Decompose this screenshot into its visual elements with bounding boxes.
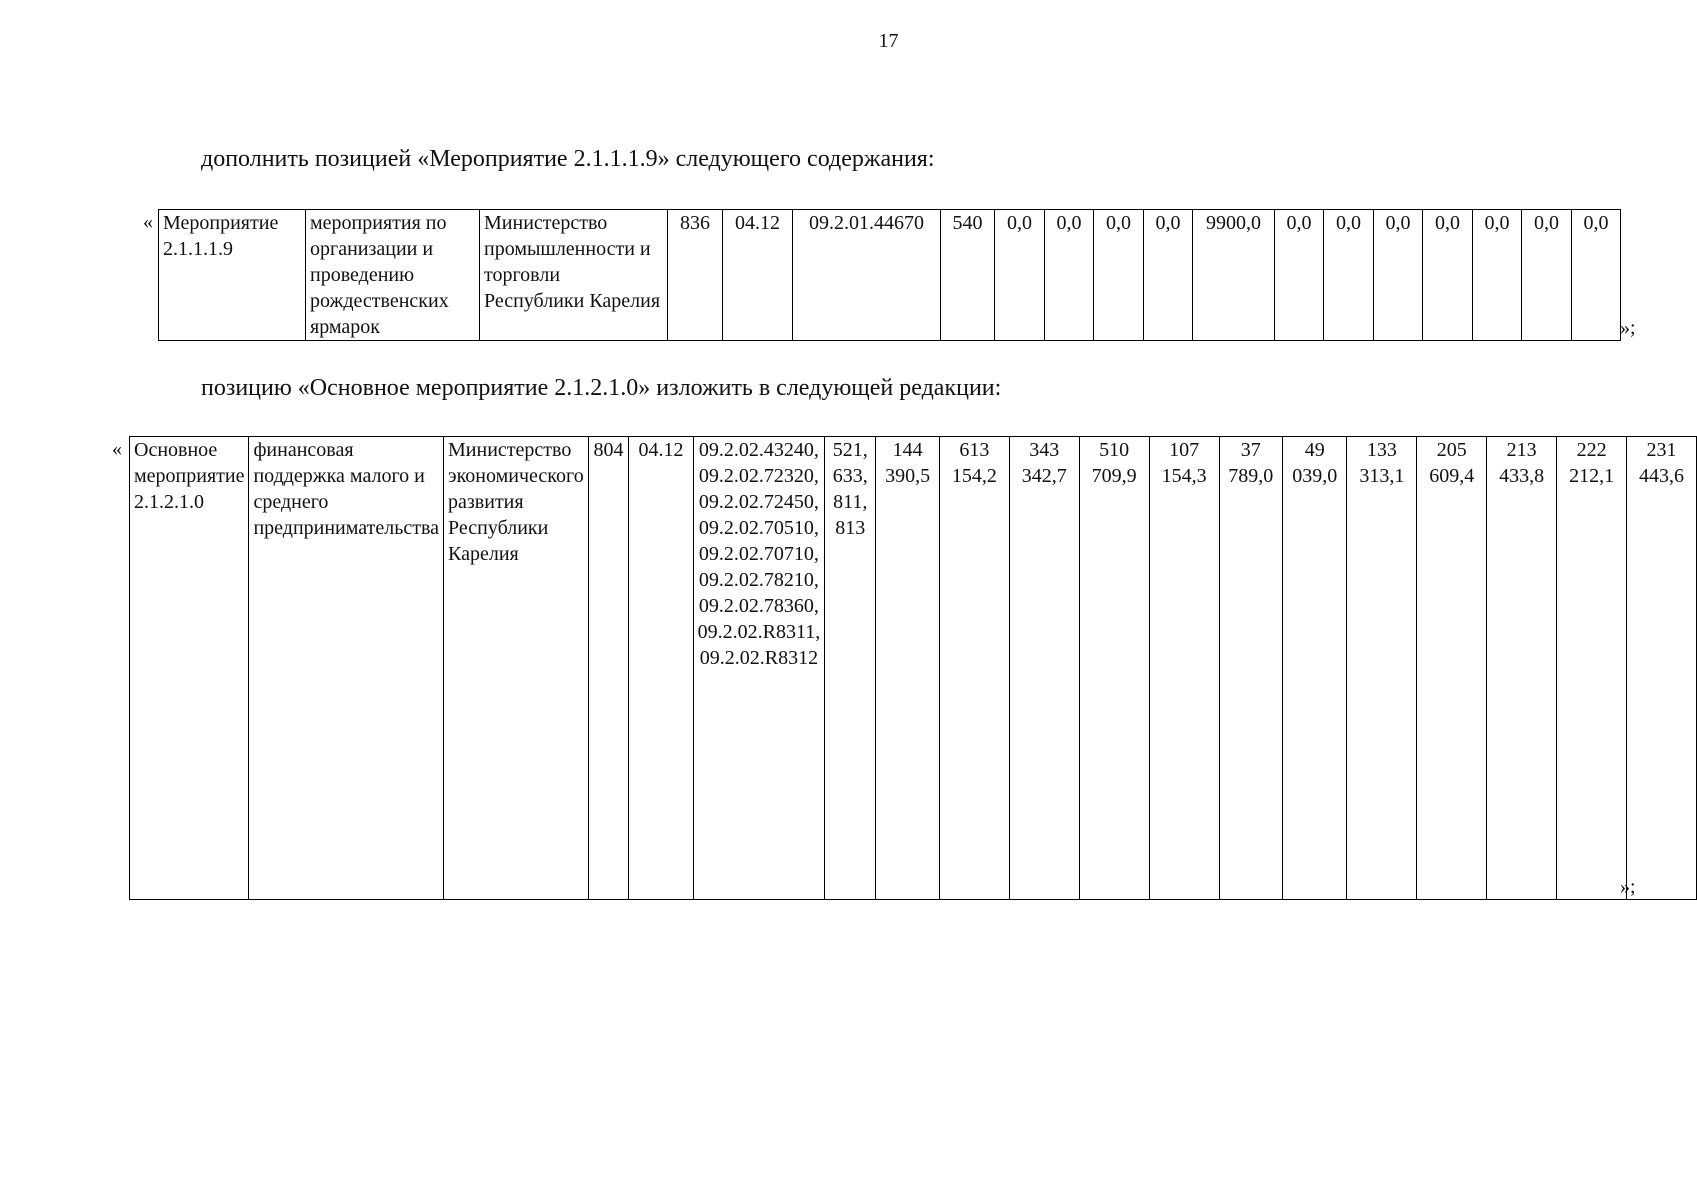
value-cell: 0,0 bbox=[995, 210, 1045, 341]
value-cell: 343 342,7 bbox=[1009, 437, 1079, 900]
vr-cell: 521, 633, 811, 813 bbox=[825, 437, 876, 900]
vr-cell: 540 bbox=[941, 210, 995, 341]
value-cell: 0,0 bbox=[1572, 210, 1621, 341]
value-cell: 205 609,4 bbox=[1417, 437, 1487, 900]
value-cell: 0,0 bbox=[1374, 210, 1423, 341]
value-cell: 0,0 bbox=[1423, 210, 1473, 341]
activity-description-cell: финансовая поддержка малого и среднего предпринимательства bbox=[249, 437, 444, 900]
section2-quote-close: »; bbox=[1620, 876, 1636, 898]
value-cell: 222 212,1 bbox=[1557, 437, 1627, 900]
executor-cell: Министерство экономического развития Республики Карелия bbox=[444, 437, 589, 900]
value-cell: 9900,0 bbox=[1193, 210, 1275, 341]
value-cell: 0,0 bbox=[1324, 210, 1374, 341]
value-cell: 144 390,5 bbox=[876, 437, 940, 900]
activity-name-cell: Мероприятие 2.1.1.1.9 bbox=[159, 210, 306, 341]
activity-name-cell: Основное мероприятие 2.1.2.1.0 bbox=[130, 437, 249, 900]
value-cell: 213 433,8 bbox=[1487, 437, 1557, 900]
executor-cell: Министерство промышленности и торговли Республики Карелия bbox=[480, 210, 668, 341]
page-number: 17 bbox=[878, 30, 899, 52]
csr-cell: 09.2.01.44670 bbox=[793, 210, 941, 341]
value-cell: 0,0 bbox=[1473, 210, 1522, 341]
value-cell: 37 789,0 bbox=[1219, 437, 1283, 900]
section2-heading: позицию «Основное мероприятие 2.1.2.1.0» изложить в следующей редакции: bbox=[201, 375, 1002, 401]
table-row bbox=[159, 210, 1621, 341]
rzpr-cell: 04.12 bbox=[723, 210, 793, 341]
value-cell: 0,0 bbox=[1144, 210, 1193, 341]
value-cell: 0,0 bbox=[1045, 210, 1094, 341]
section1-quote-close: »; bbox=[1620, 317, 1636, 339]
value-cell: 107 154,3 bbox=[1149, 437, 1219, 900]
grbs-cell: 836 bbox=[668, 210, 723, 341]
value-cell: 133 313,1 bbox=[1347, 437, 1417, 900]
value-cell: 510 709,9 bbox=[1079, 437, 1149, 900]
value-cell: 0,0 bbox=[1275, 210, 1324, 341]
value-cell: 231 443,6 bbox=[1627, 437, 1697, 900]
activity-description-cell: мероприятия по организации и проведению рождественских ярмарок bbox=[306, 210, 480, 341]
value-cell: 0,0 bbox=[1094, 210, 1144, 341]
section2-table bbox=[129, 436, 1697, 900]
value-cell: 613 154,2 bbox=[939, 437, 1009, 900]
grbs-cell: 804 bbox=[588, 437, 629, 900]
section1-quote-open: « bbox=[143, 211, 153, 233]
value-cell: 0,0 bbox=[1522, 210, 1572, 341]
table-row bbox=[130, 437, 1697, 900]
section1-table bbox=[158, 209, 1621, 341]
rzpr-cell: 04.12 bbox=[629, 437, 693, 900]
value-cell: 49 039,0 bbox=[1283, 437, 1347, 900]
csr-cell: 09.2.02.43240, 09.2.02.72320, 09.2.02.72450, 09.2.02.70510, 09.2.02.70710, 09.2.02.78210, 09.2.02.78360, 09.2.02.R8311, 09.2.02.R8312 bbox=[693, 437, 825, 900]
section2-quote-open: « bbox=[112, 438, 122, 460]
section1-heading: дополнить позицией «Мероприятие 2.1.1.1.9» следующего содержания: bbox=[201, 146, 935, 172]
